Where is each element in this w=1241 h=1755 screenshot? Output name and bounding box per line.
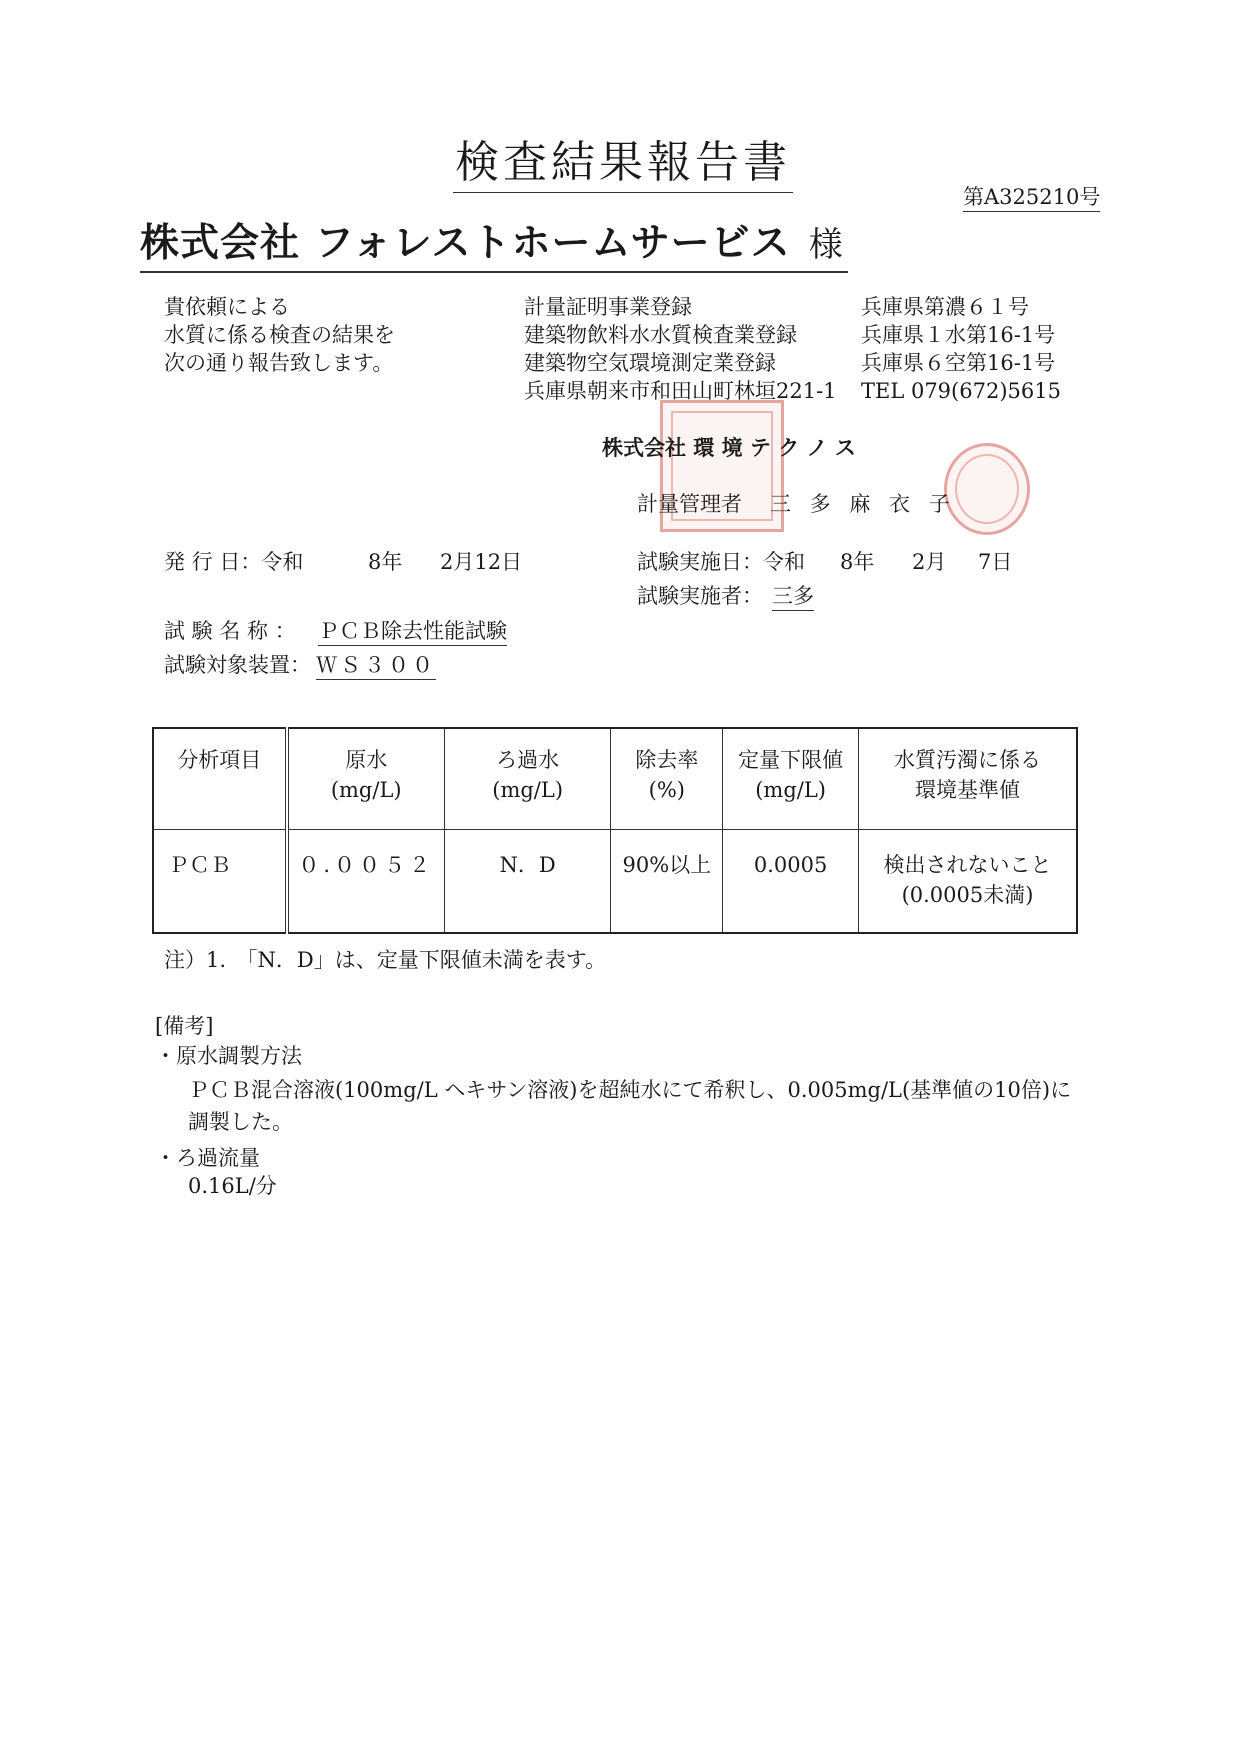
remarks-item1-body-line1: ＰＣＢ混合溶液(100mg/L ヘキサン溶液)を超純水にて希釈し、0.005mg/L(基準値の10倍)に bbox=[188, 1078, 1072, 1102]
intro-line-3: 次の通り報告致します。 bbox=[164, 351, 394, 375]
result-table bbox=[152, 727, 1078, 934]
registration-value-2: 兵庫県１水第16-1号 bbox=[861, 323, 1056, 347]
tester-label: 試験実施者： bbox=[637, 584, 763, 608]
remarks-item2-title: ・ろ過流量 bbox=[155, 1146, 260, 1170]
test-date-label: 試験実施日：令和 bbox=[637, 550, 805, 574]
device-value: ＷＳ３００ bbox=[316, 651, 436, 680]
test-date-day: 7日 bbox=[978, 550, 1013, 574]
issuer-tel: TEL 079(672)5615 bbox=[861, 379, 1061, 403]
registration-label-3: 建築物空気環境測定業登録 bbox=[524, 351, 776, 375]
remarks-heading: [備考] bbox=[155, 1014, 214, 1038]
registration-label-2: 建築物飲料水水質検査業登録 bbox=[524, 323, 797, 347]
issue-date-label: 発 行 日：令和 bbox=[164, 550, 304, 574]
intro-line-1: 貴依頼による bbox=[164, 295, 290, 319]
remarks-item2-body: 0.16L/分 bbox=[188, 1174, 277, 1198]
table-note: 注）1. 「N．D」は、定量下限値未満を表す。 bbox=[164, 948, 607, 972]
registration-label-1: 計量証明事業登録 bbox=[524, 295, 692, 319]
test-date-month: 2月 bbox=[912, 550, 947, 574]
report-title: 検査結果報告書 bbox=[453, 134, 793, 193]
client-honorific: 様 bbox=[808, 225, 844, 265]
device-label: 試験対象装置： bbox=[164, 653, 311, 677]
intro-line-2: 水質に係る検査の結果を bbox=[164, 323, 395, 347]
tester-name: 三多 bbox=[772, 582, 814, 611]
test-name-value: ＰＣＢ除去性能試験 bbox=[318, 617, 507, 646]
remarks-item1-title: ・原水調製方法 bbox=[155, 1044, 302, 1068]
issue-date-md: 2月12日 bbox=[440, 550, 523, 574]
manager-label: 計量管理者 bbox=[637, 492, 742, 516]
header-quantitation-limit: 定量下限値 (mg/L) bbox=[723, 728, 859, 830]
header-removal-rate: 除去率 (%) bbox=[611, 728, 723, 830]
issue-date-year: 8年 bbox=[368, 550, 403, 574]
registration-value-3: 兵庫県６空第16-1号 bbox=[861, 351, 1056, 375]
cell-item: ＰＣＢ bbox=[153, 830, 287, 934]
manager-name: 三 多 麻 衣 子 bbox=[770, 492, 956, 516]
remarks-item1-body-line2: 調製した。 bbox=[188, 1110, 293, 1134]
test-date-year: 8年 bbox=[840, 550, 875, 574]
table-header-row bbox=[153, 728, 1077, 830]
header-raw-water: 原水 (mg/L) bbox=[287, 728, 445, 830]
test-name-label: 試 験 名 称 ： bbox=[164, 619, 296, 643]
header-filtered-water: ろ過水 (mg/L) bbox=[444, 728, 611, 830]
registration-value-1: 兵庫県第濃６１号 bbox=[861, 295, 1029, 319]
cell-standard: 検出されないこと (0.0005未満) bbox=[859, 830, 1078, 934]
cell-raw-value: ０.００５２ bbox=[287, 830, 445, 934]
table-row bbox=[153, 830, 1077, 934]
personal-seal-stamp bbox=[944, 443, 1030, 535]
client-name-line bbox=[140, 218, 848, 273]
header-environmental-standard: 水質汚濁に係る 環境基準値 bbox=[859, 728, 1078, 830]
document-number: 第A325210号 bbox=[963, 183, 1100, 212]
client-name: 株式会社 フォレストホームサービス bbox=[140, 221, 791, 266]
issuer-company: 株式会社 環 境 テ ク ノ ス bbox=[602, 436, 856, 460]
cell-filtered-value: N．D bbox=[444, 830, 611, 934]
header-analysis-item: 分析項目 bbox=[153, 728, 287, 830]
issuer-address: 兵庫県朝来市和田山町林垣221-1 bbox=[524, 379, 837, 403]
cell-limit: 0.0005 bbox=[723, 830, 859, 934]
cell-removal-rate: 90%以上 bbox=[611, 830, 723, 934]
